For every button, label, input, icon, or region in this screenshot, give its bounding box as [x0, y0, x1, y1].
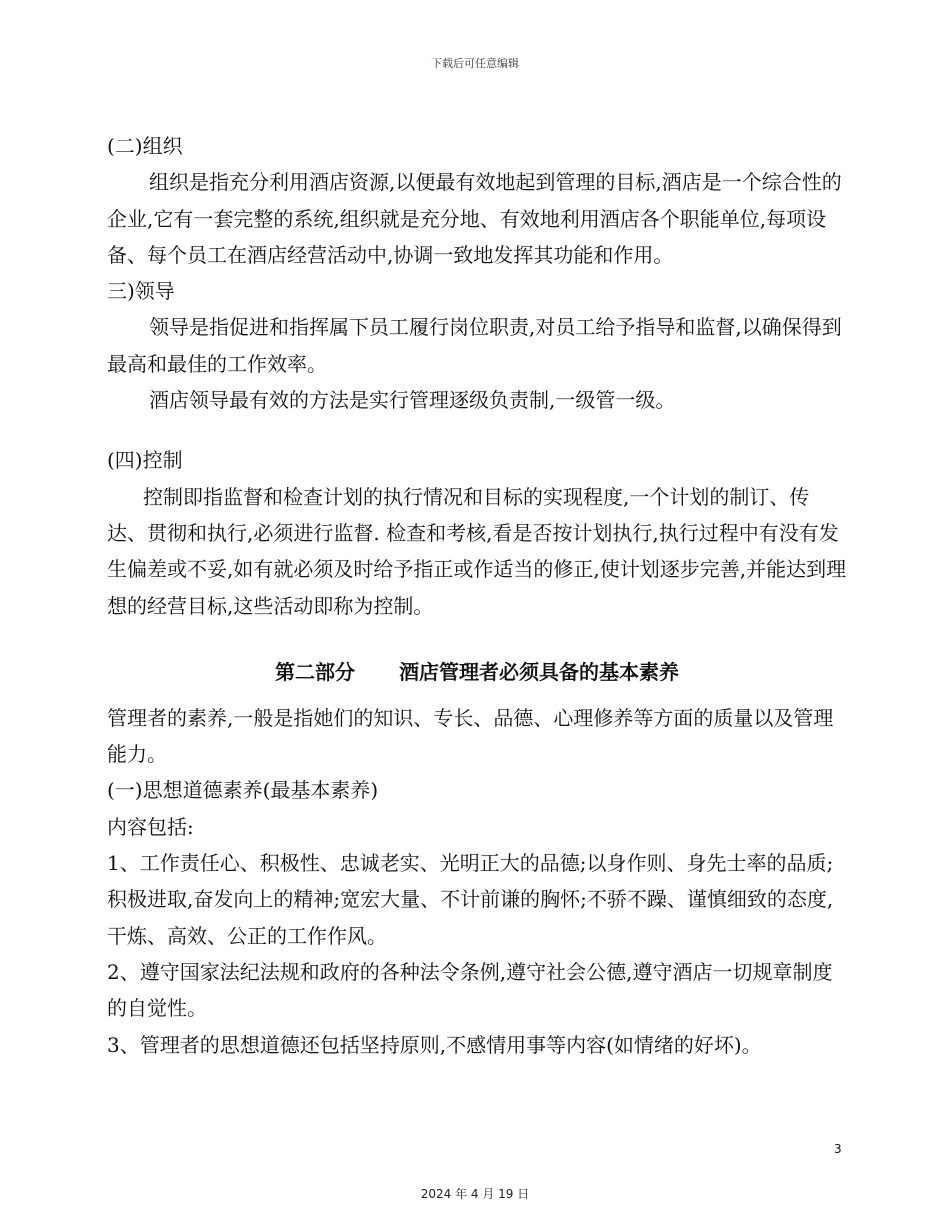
document-body — [107, 128, 847, 1063]
paragraph-leadership-2: 酒店领导最有效的方法是实行管理逐级负责制,一级管一级。 — [149, 388, 676, 413]
part-title — [107, 654, 847, 690]
page-header: 下载后可任意编辑 — [431, 57, 519, 70]
spacer — [107, 418, 847, 442]
paragraph-leadership-1: 领导是指促进和指挥属下员工履行岗位职责,对员工给予指导和监督,以确保得到最高和最佳的工作效率。 — [107, 315, 842, 376]
section-heading-organization: (二)组织 — [107, 134, 183, 158]
page-footer-date: 2024 年 4 月 19 日 — [420, 1187, 530, 1201]
part-label: 第二部分 — [275, 659, 355, 684]
list-item: 1、工作责任心、积极性、忠诚老实、光明正大的品德;以身作则、身先士率的品质;积极进取,奋发向上的精神;宽宏大量、不计前谦的胸怀;不骄不躁、谨慎细致的态度,干炼、高效、公正的工作作风。 — [107, 851, 834, 948]
subsection-heading-moral: (一)思想道德素养(最基本素养) — [107, 778, 379, 803]
page-number: 3 — [834, 1142, 842, 1156]
paragraph-intro: 管理者的素养,一般是指她们的知识、专长、品德、心理修养等方面的质量以及管理能力。 — [107, 705, 834, 767]
list-item: 2、遵守国家法纪法规和政府的各种法令条例,遵守社会公德,遵守酒店一切规章制度的自觉性。 — [107, 959, 833, 1021]
part-title-text: 酒店管理者必须具备的基本素养 — [399, 659, 679, 684]
section-heading-leadership: 三)领导 — [107, 279, 175, 304]
paragraph-organization: 组织是指充分利用酒店资源,以便最有效地起到管理的目标,酒店是一个综合性的企业,它有一套完整的系统,组织就是充分地、有效地利用酒店各个职能单位,每项设备、每个员工在酒店经营活动中,协调一致地发挥其功能和作用。 — [107, 170, 842, 267]
content-label: 内容包括: — [107, 814, 194, 839]
spacer — [107, 624, 847, 654]
section-heading-control: (四)控制 — [107, 448, 183, 473]
paragraph-control: 控制即指监督和检查计划的执行情况和目标的实现程度,一个计划的制订、传达、贯彻和执行,必须进行监督. 检查和考核,看是否按计划执行,执行过程中有没有发生偏差或不妥,如有就必须及时给予指正或作适当的修正,使计划逐步完善,并能达到理想的经营目标,这些活动即称为控制。 — [107, 484, 847, 618]
list-item: 3、管理者的思想道德还包括坚持原则,不感情用事等内容(如情绪的好坏)。 — [107, 1032, 762, 1057]
